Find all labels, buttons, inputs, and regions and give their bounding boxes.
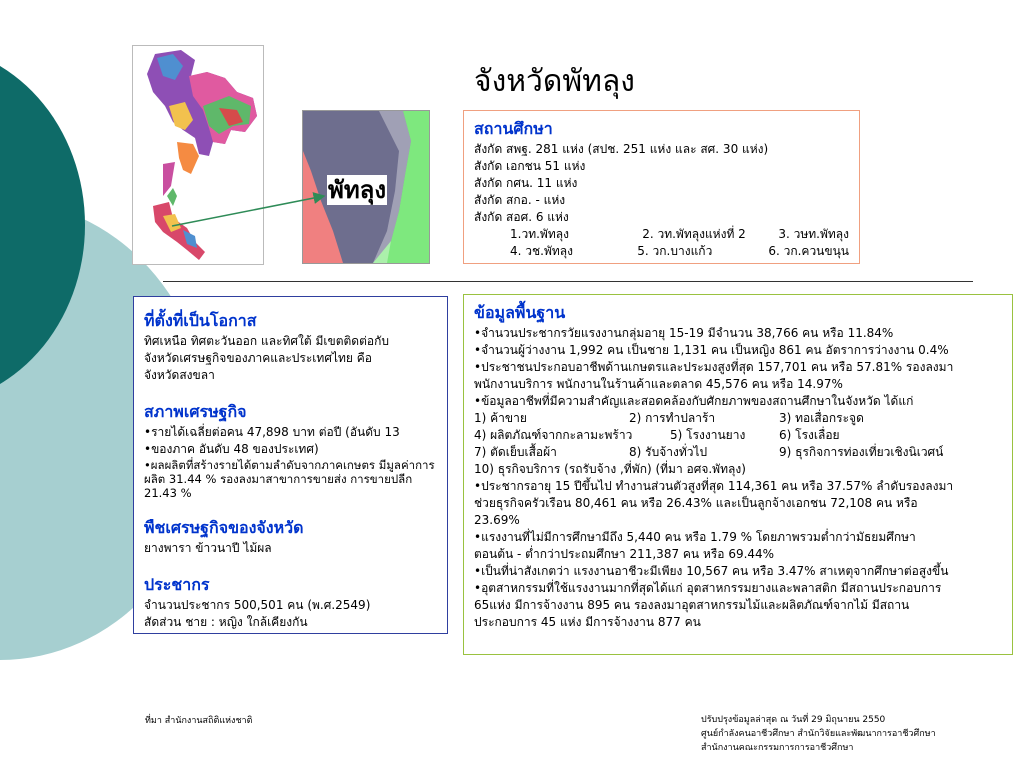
basic-heading: ข้อมูลพื้นฐาน bbox=[474, 303, 566, 322]
thailand-map bbox=[132, 45, 264, 265]
economy-item: •ผลผลิตที่สร้างรายได้ตามลำดับจากภาคเกษตร มีมูลค่าการผลิต 31.44 % รองลงมาสาขาการขายส่ง การขายปลีก 21.43 % bbox=[144, 458, 435, 500]
economy-item: •ของภาค อันดับ 48 ของประเทศ) bbox=[144, 442, 319, 456]
basic-line: •ประชากรอายุ 15 ปีขึ้นไป ทำงานส่วนตัวสูงที่สุด 114,361 คน หรือ 37.57% ลำดับรองลงมา bbox=[474, 479, 954, 493]
location-line: จังหวัดเศรษฐกิจของภาคและประเทศไทย คือ bbox=[144, 351, 372, 365]
schools-panel bbox=[463, 110, 860, 264]
economy-heading: สภาพเศรษฐกิจ bbox=[144, 402, 247, 421]
occupation-item: 7) ตัดเย็บเสื้อผ้า bbox=[474, 445, 557, 459]
occupation-item: 6) โรงเลื่อย bbox=[779, 428, 840, 442]
basic-line: 65แห่ง มีการจ้างงาน 895 คน รองลงมาอุตสาหกรรมไม้และผลิตภัณฑ์จากไม้ มีสถาน bbox=[474, 598, 910, 612]
college-item: 3. วษท.พัทลุง bbox=[778, 227, 849, 241]
schools-line: สังกัด สพฐ. 281 แห่ง (สปช. 251 แห่ง และ สศ. 30 แห่ง) bbox=[474, 142, 769, 156]
college-row bbox=[474, 226, 849, 243]
occupation-item: 1) ค้าขาย bbox=[474, 411, 527, 425]
occupation-row bbox=[474, 427, 1002, 444]
occupation-item: 3) ทอเสื่อกระจูด bbox=[779, 411, 864, 425]
college-item: 5. วก.บางแก้ว bbox=[637, 244, 713, 258]
footer-org: สำนักงานคณะกรรมการการอาชีวศึกษา bbox=[701, 743, 854, 753]
college-item: 6. วก.ควนขนุน bbox=[768, 244, 849, 258]
basic-line: ช่วยธุรกิจครัวเรือน 80,461 คน หรือ 26.43% และเป็นลูกจ้างเอกชน 72,108 คน หรือ bbox=[474, 496, 918, 510]
location-line: ทิศเหนือ ทิศตะวันออก และทิศใต้ มีเขตติดต่อกับ bbox=[144, 334, 389, 348]
college-item: 2. วท.พัทลุงแห่งที่ 2 bbox=[642, 227, 746, 241]
province-overview-panel bbox=[133, 296, 448, 634]
footer-credits bbox=[701, 713, 936, 755]
divider bbox=[163, 281, 973, 282]
basic-line: •เป็นที่น่าสังเกตว่า แรงงานอาชีวะมีเพียง 10,567 คน หรือ 3.47% สาเหตุจากศึกษาต่อสูงขึ้น bbox=[474, 564, 949, 578]
basic-info-panel bbox=[463, 294, 1013, 655]
footer-org: ศูนย์กำลังคนอาชีวศึกษา สำนักวิจัยและพัฒนาการอาชีวศึกษา bbox=[701, 729, 936, 739]
crops-text: ยางพารา ข้าวนาปี ไม้ผล bbox=[144, 541, 272, 555]
occupation-item: 8) รับจ้างทั่วไป bbox=[629, 445, 708, 459]
schools-line: สังกัด สกอ. - แห่ง bbox=[474, 193, 566, 207]
college-item: 1.วท.พัทลุง bbox=[510, 227, 569, 241]
schools-line: สังกัด เอกชน 51 แห่ง bbox=[474, 159, 586, 173]
schools-heading: สถานศึกษา bbox=[474, 119, 553, 138]
basic-line: ตอนต้น - ต่ำกว่าประถมศึกษา 211,387 คน หรือ 69.44% bbox=[474, 547, 775, 561]
occupation-item: 9) ธุรกิจการท่องเที่ยวเชิงนิเวศน์ bbox=[779, 445, 944, 459]
population-heading: ประชากร bbox=[144, 575, 210, 594]
occupation-item: 4) ผลิตภัณฑ์จากกะลามะพร้าว bbox=[474, 428, 633, 442]
schools-line: สังกัด สอศ. 6 แห่ง bbox=[474, 210, 569, 224]
college-row bbox=[474, 243, 849, 260]
basic-line: •จำนวนผู้ว่างงาน 1,992 คน เป็นชาย 1,131 คน เป็นหญิง 861 คน อัตราการว่างงาน 0.4% bbox=[474, 343, 949, 357]
basic-line: 23.69% bbox=[474, 513, 520, 527]
location-heading: ที่ตั้งที่เป็นโอกาส bbox=[144, 311, 257, 330]
basic-line: •ประชาชนประกอบอาชีพด้านเกษตรและประมงสูงที่สุด 157,701 คน หรือ 57.81% รองลงมา bbox=[474, 360, 954, 374]
population-line: จำนวนประชากร 500,501 คน (พ.ศ.2549) bbox=[144, 598, 371, 612]
population-line: สัดส่วน ชาย : หญิง ใกล้เคียงกัน bbox=[144, 615, 308, 629]
basic-line: ประกอบการ 45 แห่ง มีการจ้างงาน 877 คน bbox=[474, 615, 701, 629]
basic-line: 10) ธุรกิจบริการ (รถรับจ้าง ,ที่พัก) (ที่มา อศจ.พัทลุง) bbox=[474, 462, 746, 476]
page-title: จังหวัดพัทลุง bbox=[474, 64, 635, 99]
occupation-item: 5) โรงงานยาง bbox=[670, 428, 746, 442]
footer-updated: ปรับปรุงข้อมูลล่าสุด ณ วันที่ 29 มิถุนายน 2550 bbox=[701, 715, 886, 725]
footer-source: ที่มา สำนักงานสถิติแห่งชาติ bbox=[145, 716, 253, 726]
occupation-row bbox=[474, 444, 1002, 461]
economy-item: •รายได้เฉลี่ยต่อคน 47,898 บาท ต่อปี (อันดับ 13 bbox=[144, 425, 400, 439]
basic-line: •จำนวนประชากรวัยแรงงานกลุ่มอายุ 15-19 มีจำนวน 38,766 คน หรือ 11.84% bbox=[474, 326, 894, 340]
basic-line: •อุตสาหกรรมที่ใช้แรงงานมากที่สุดได้แก่ อุตสาหกรรมยางและพลาสติก มีสถานประกอบการ bbox=[474, 581, 942, 595]
location-line: จังหวัดสงขลา bbox=[144, 368, 215, 382]
basic-line: •ข้อมูลอาชีพที่มีความสำคัญและสอดคล้องกับศักยภาพของสถานศึกษาในจังหวัด ได้แก่ bbox=[474, 394, 914, 408]
phatthalung-zoom-map bbox=[302, 110, 430, 264]
college-item: 4. วช.พัทลุง bbox=[510, 244, 573, 258]
occupation-item: 2) การทำปลาร้า bbox=[629, 411, 716, 425]
schools-line: สังกัด กศน. 11 แห่ง bbox=[474, 176, 578, 190]
crops-heading: พืชเศรษฐกิจของจังหวัด bbox=[144, 518, 304, 537]
basic-line: พนักงานบริการ พนักงานในร้านค้าและตลาด 45,576 คน หรือ 14.97% bbox=[474, 377, 843, 391]
map-label-phatthalung: พัทลุง bbox=[328, 176, 387, 204]
basic-line: •แรงงานที่ไม่มีการศึกษามีถึง 5,440 คน หรือ 1.79 % โดยภาพรวมต่ำกว่ามัธยมศึกษา bbox=[474, 530, 916, 544]
occupation-row bbox=[474, 410, 1002, 427]
